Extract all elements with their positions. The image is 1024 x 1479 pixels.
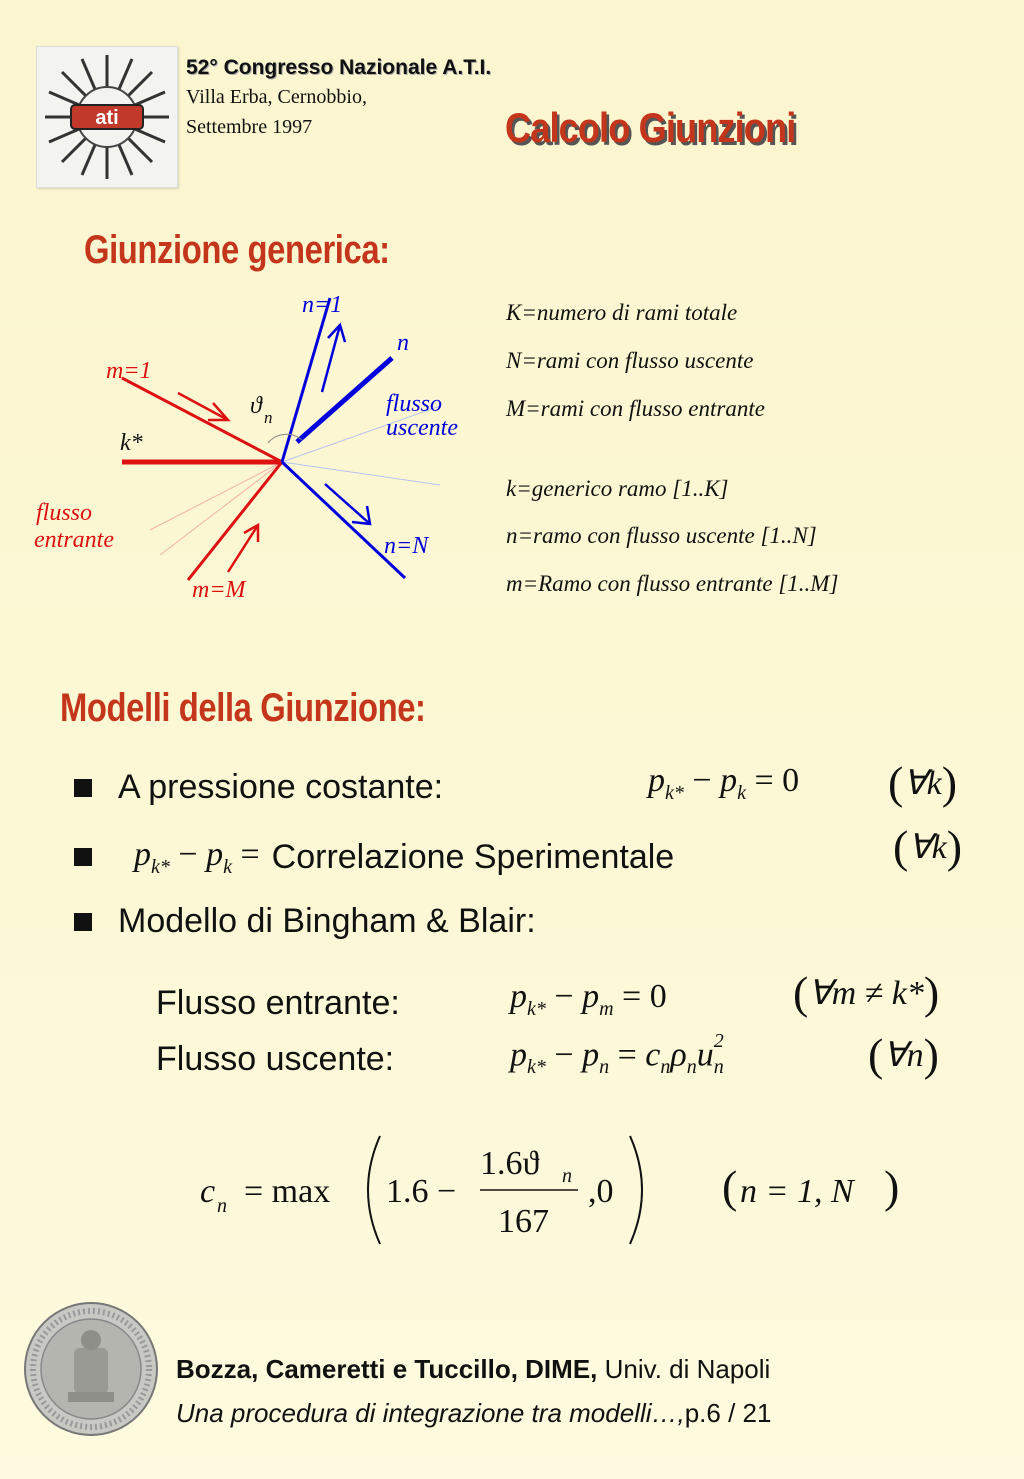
label-mM: m=M xyxy=(192,577,246,603)
label-theta: ϑ xyxy=(250,393,262,419)
faint-outflow-line xyxy=(282,462,440,485)
branch-nN xyxy=(282,462,405,578)
label-flusso-uscente: Flusso uscente: xyxy=(156,1040,395,1078)
cn-formula xyxy=(190,1128,910,1252)
footer-authors-rest: Univ. di Napoli xyxy=(597,1354,771,1384)
condition-forall-k: (∀k) xyxy=(888,757,958,808)
svg-text:(: ( xyxy=(722,1161,738,1212)
svg-text:n: n xyxy=(562,1165,572,1187)
faint-inflow-line xyxy=(150,462,282,530)
page-title: Calcolo Giunzioni xyxy=(505,104,796,151)
section-title-modelli: Modelli della Giunzione: xyxy=(60,686,426,730)
equation-constant-pressure: $p_{k*} - p_k = 0$ xyxy=(648,762,800,804)
conference-date: Settembre 1997 xyxy=(186,116,313,138)
label-n1: n=1 xyxy=(302,292,343,318)
bullet-bingham-blair xyxy=(74,902,536,941)
label-kstar: k* xyxy=(120,430,143,456)
label-flusso-entrante-2: entrante xyxy=(34,527,114,553)
logo-text: ati xyxy=(95,107,119,129)
svg-text:): ) xyxy=(884,1161,900,1212)
svg-text:,0: ,0 xyxy=(588,1173,614,1210)
equation-outflow: $p_{k*} - p_n = c_n\rho_nu_n^2$ xyxy=(510,1030,724,1079)
arrow-m1 xyxy=(178,393,228,420)
arrow-nN xyxy=(325,484,370,524)
label-n: n xyxy=(397,330,409,356)
definition-M: M=rami con flusso entrante xyxy=(506,396,765,421)
bullet-square-icon xyxy=(74,848,92,866)
junction-diagram xyxy=(0,280,500,610)
condition-forall-k-2: (∀k) xyxy=(893,821,963,872)
cn-denominator: 167 xyxy=(498,1203,549,1240)
branch-m1 xyxy=(122,378,282,462)
label-flusso-uscente-2: uscente xyxy=(386,415,458,441)
branch-n xyxy=(297,358,392,442)
cn-range: n = 1, N xyxy=(740,1173,854,1210)
label-flusso-entrante: Flusso entrante: xyxy=(156,984,400,1022)
condition-forall-m: (∀m ≠ k*) xyxy=(793,967,940,1018)
conference-venue: Villa Erba, Cernobbio, xyxy=(186,86,367,108)
faint-inflow-line xyxy=(160,462,282,555)
bullet-square-icon xyxy=(74,779,92,797)
footer-subtitle xyxy=(176,1398,771,1429)
svg-text:n: n xyxy=(217,1195,227,1217)
equation-pressure-diff: $p_{k*} - p_k$ = xyxy=(134,836,260,878)
definition-N: N=rami con flusso uscente xyxy=(506,348,754,373)
footer-authors xyxy=(176,1354,770,1385)
label-theta-sub: n xyxy=(264,408,273,427)
condition-forall-n: (∀n) xyxy=(868,1029,939,1080)
definition-k: k=generico ramo [1..K] xyxy=(506,476,729,501)
definition-m: m=Ramo con flusso entrante [1..M] xyxy=(506,571,839,596)
svg-text:= max: = max xyxy=(244,1173,331,1210)
svg-text:1.6 −: 1.6 − xyxy=(386,1173,457,1210)
definition-K: K=numero di rami totale xyxy=(506,300,738,325)
conference-title: 52° Congresso Nazionale A.T.I. xyxy=(186,56,492,79)
equation-inflow: $p_{k*} - p_m = 0$ xyxy=(510,978,667,1020)
section-title-giunzione: Giunzione generica: xyxy=(84,228,390,272)
page-number: p.6 / 21 xyxy=(684,1398,772,1428)
bullet-text: Modello di Bingham & Blair: xyxy=(118,902,536,940)
bullet-pressione-costante xyxy=(74,768,443,807)
cn-numerator: 1.6ϑ xyxy=(480,1145,540,1182)
bullet-text: A pressione costante: xyxy=(118,768,444,806)
svg-text:c: c xyxy=(200,1173,216,1210)
ati-logo xyxy=(36,46,178,188)
arrowhead-mM xyxy=(244,525,258,542)
label-flusso-entrante-1: flusso xyxy=(36,500,93,526)
label-m1: m=1 xyxy=(106,358,152,384)
footer-subtitle-italic: Una procedura di integrazione tra modelli…, xyxy=(176,1398,685,1428)
bullet-text: Correlazione Sperimentale xyxy=(271,837,675,876)
footer-authors-bold: Bozza, Cameretti e Tuccillo, DIME, xyxy=(176,1354,598,1384)
label-flusso-uscente-1: flusso xyxy=(386,391,443,417)
university-seal-icon xyxy=(22,1300,160,1438)
definition-n: n=ramo con flusso uscente [1..N] xyxy=(506,523,817,548)
bullet-square-icon xyxy=(74,913,92,931)
branch-n1 xyxy=(282,298,330,462)
label-nN: n=N xyxy=(384,533,429,559)
bullet-correlazione xyxy=(74,836,674,879)
arrow-mM xyxy=(228,525,258,572)
